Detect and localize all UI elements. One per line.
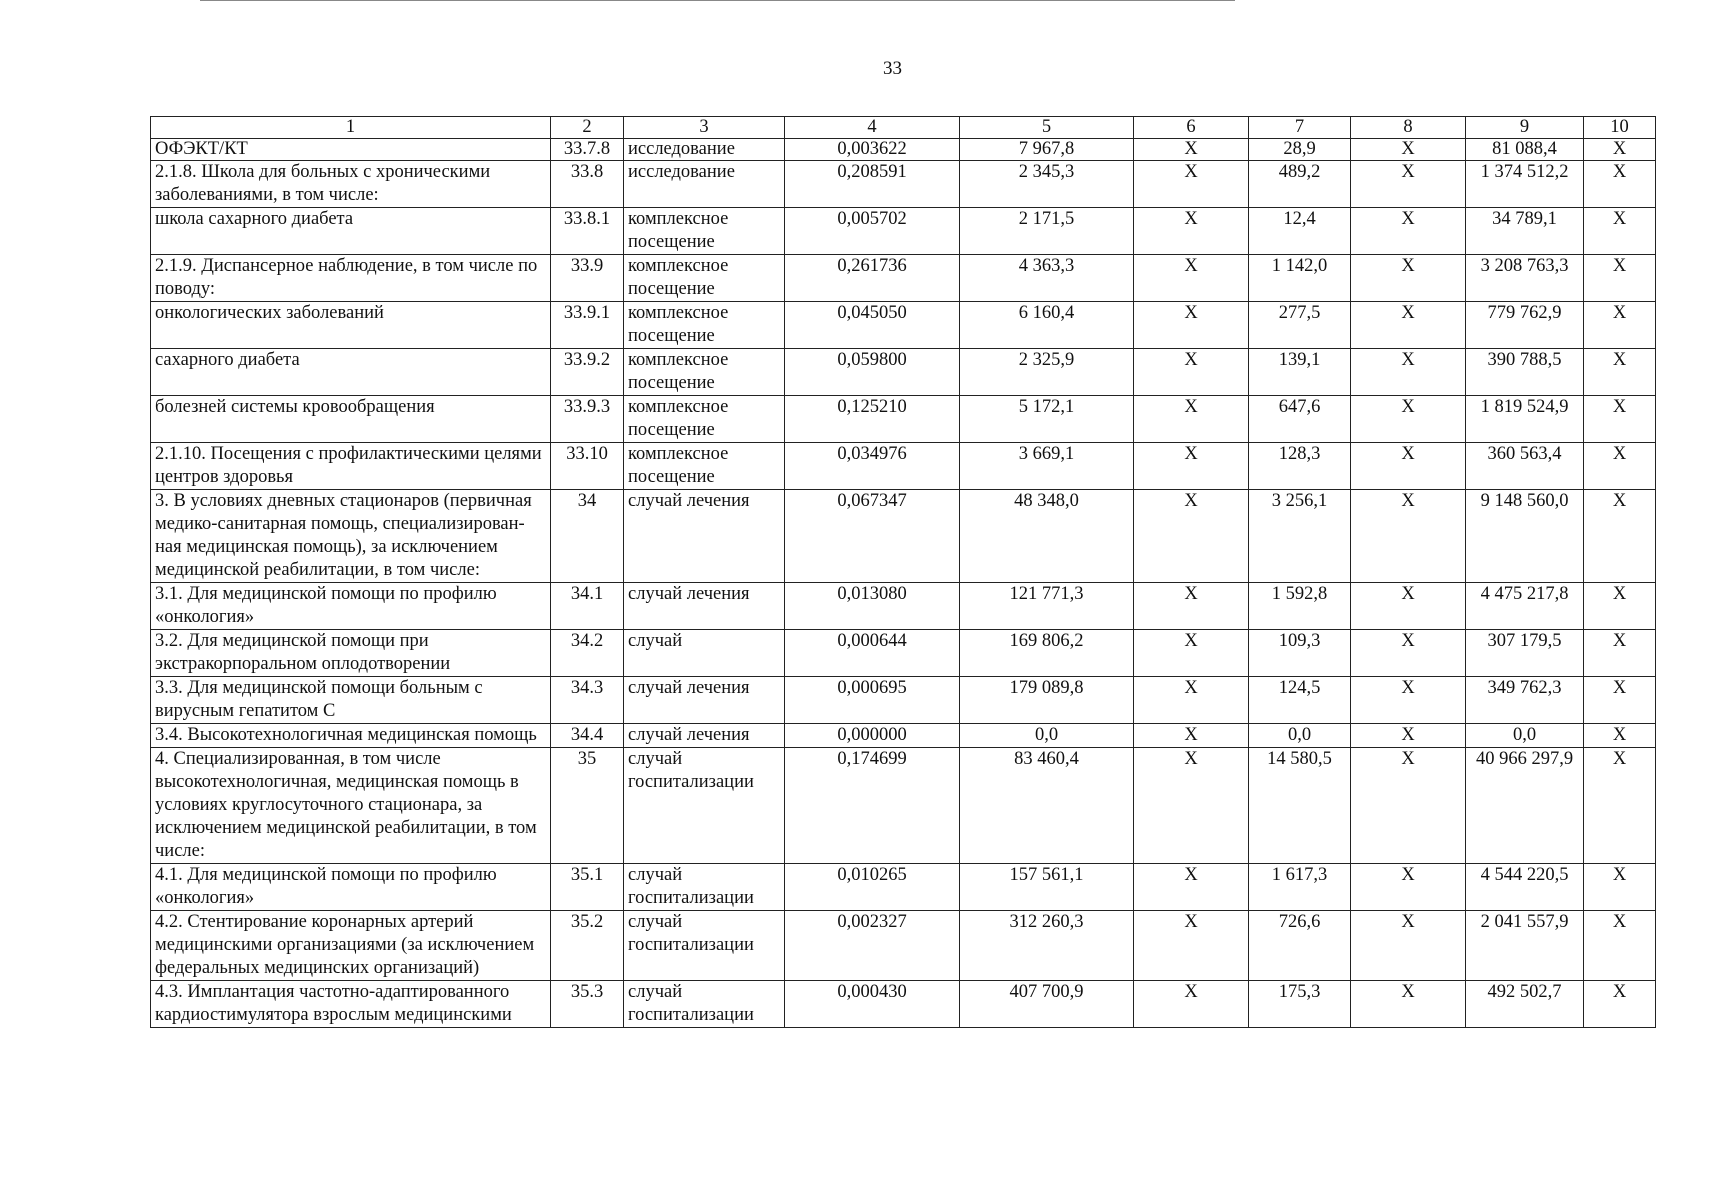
value-cell: 109,3	[1249, 630, 1351, 677]
column-header: 3	[624, 117, 785, 139]
sum-cell: 34 789,1	[1466, 208, 1584, 255]
norm-cell: 0,003622	[785, 139, 960, 161]
unit-cell: случай лечения	[624, 677, 785, 724]
value-cell: 277,5	[1249, 302, 1351, 349]
norm-cell: 0,174699	[785, 748, 960, 864]
unit-cell: комплексное посещение	[624, 255, 785, 302]
cost-cell: 83 460,4	[960, 748, 1134, 864]
row-label: 4. Специализированная, в том числе высокотехнологичная, медицинская помощь в условиях круглосуточного стационара, за исключением медицинской реабилитации, в том числе:	[151, 748, 551, 864]
x-cell: Х	[1134, 981, 1249, 1028]
value-cell: 175,3	[1249, 981, 1351, 1028]
x-cell: Х	[1351, 748, 1466, 864]
sum-cell: 360 563,4	[1466, 443, 1584, 490]
x-cell: Х	[1351, 208, 1466, 255]
row-code: 34	[551, 490, 624, 583]
x-cell: Х	[1584, 724, 1656, 748]
cost-cell: 3 669,1	[960, 443, 1134, 490]
x-cell: Х	[1134, 255, 1249, 302]
sum-cell: 4 544 220,5	[1466, 864, 1584, 911]
sum-cell: 1 819 524,9	[1466, 396, 1584, 443]
x-cell: Х	[1351, 139, 1466, 161]
value-cell: 3 256,1	[1249, 490, 1351, 583]
table-row	[151, 748, 1656, 864]
norm-cell: 0,010265	[785, 864, 960, 911]
table-row	[151, 864, 1656, 911]
x-cell: Х	[1134, 583, 1249, 630]
row-label: 2.1.9. Диспансерное наблюдение, в том числе по поводу:	[151, 255, 551, 302]
row-code: 34.3	[551, 677, 624, 724]
x-cell: Х	[1351, 161, 1466, 208]
x-cell: Х	[1584, 161, 1656, 208]
x-cell: Х	[1584, 443, 1656, 490]
unit-cell: исследование	[624, 139, 785, 161]
row-label: сахарного диабета	[151, 349, 551, 396]
value-cell: 647,6	[1249, 396, 1351, 443]
norm-cell: 0,000644	[785, 630, 960, 677]
table-row	[151, 349, 1656, 396]
value-cell: 0,0	[1249, 724, 1351, 748]
norm-cell: 0,013080	[785, 583, 960, 630]
unit-cell: случай лечения	[624, 490, 785, 583]
norm-cell: 0,045050	[785, 302, 960, 349]
x-cell: Х	[1584, 396, 1656, 443]
cost-cell: 407 700,9	[960, 981, 1134, 1028]
column-header: 4	[785, 117, 960, 139]
norm-cell: 0,000695	[785, 677, 960, 724]
table-row	[151, 396, 1656, 443]
unit-cell: исследование	[624, 161, 785, 208]
row-code: 34.1	[551, 583, 624, 630]
x-cell: Х	[1351, 302, 1466, 349]
cost-cell: 48 348,0	[960, 490, 1134, 583]
x-cell: Х	[1351, 630, 1466, 677]
x-cell: Х	[1134, 911, 1249, 981]
x-cell: Х	[1134, 490, 1249, 583]
row-code: 34.2	[551, 630, 624, 677]
table-row	[151, 255, 1656, 302]
cost-cell: 157 561,1	[960, 864, 1134, 911]
x-cell: Х	[1584, 748, 1656, 864]
row-label: 4.3. Имплантация частотно-адаптированного кардиостимулятора взрослым медицинскими	[151, 981, 551, 1028]
row-label: 4.1. Для медицинской помощи по профилю «онкология»	[151, 864, 551, 911]
x-cell: Х	[1351, 724, 1466, 748]
row-code: 34.4	[551, 724, 624, 748]
x-cell: Х	[1351, 349, 1466, 396]
data-table	[150, 116, 1656, 1028]
value-cell: 128,3	[1249, 443, 1351, 490]
sum-cell: 307 179,5	[1466, 630, 1584, 677]
cost-cell: 2 171,5	[960, 208, 1134, 255]
table-row	[151, 139, 1656, 161]
x-cell: Х	[1134, 748, 1249, 864]
unit-cell: случай госпитализации	[624, 864, 785, 911]
x-cell: Х	[1351, 583, 1466, 630]
value-cell: 1 142,0	[1249, 255, 1351, 302]
table-row	[151, 161, 1656, 208]
norm-cell: 0,125210	[785, 396, 960, 443]
row-label: 4.2. Стентирование коронарных артерий медицинскими организациями (за исключением федеральных медицинских организаций)	[151, 911, 551, 981]
column-header: 9	[1466, 117, 1584, 139]
page-number: 33	[883, 58, 902, 79]
cost-cell: 312 260,3	[960, 911, 1134, 981]
x-cell: Х	[1584, 255, 1656, 302]
table-row	[151, 724, 1656, 748]
table-row	[151, 677, 1656, 724]
x-cell: Х	[1584, 630, 1656, 677]
unit-cell: случай госпитализации	[624, 748, 785, 864]
value-cell: 124,5	[1249, 677, 1351, 724]
row-label: онкологических заболеваний	[151, 302, 551, 349]
table-row	[151, 490, 1656, 583]
x-cell: Х	[1584, 349, 1656, 396]
sum-cell: 2 041 557,9	[1466, 911, 1584, 981]
x-cell: Х	[1134, 630, 1249, 677]
norm-cell: 0,034976	[785, 443, 960, 490]
x-cell: Х	[1351, 255, 1466, 302]
sum-cell: 1 374 512,2	[1466, 161, 1584, 208]
sum-cell: 779 762,9	[1466, 302, 1584, 349]
row-label: 3.3. Для медицинской помощи больным с вирусным гепатитом С	[151, 677, 551, 724]
value-cell: 489,2	[1249, 161, 1351, 208]
unit-cell: комплексное посещение	[624, 443, 785, 490]
unit-cell: случай лечения	[624, 724, 785, 748]
row-label: 2.1.10. Посещения с профилактическими целями центров здоровья	[151, 443, 551, 490]
cost-cell: 7 967,8	[960, 139, 1134, 161]
x-cell: Х	[1134, 139, 1249, 161]
x-cell: Х	[1134, 724, 1249, 748]
norm-cell: 0,261736	[785, 255, 960, 302]
x-cell: Х	[1134, 208, 1249, 255]
x-cell: Х	[1584, 981, 1656, 1028]
sum-cell: 40 966 297,9	[1466, 748, 1584, 864]
row-code: 33.9	[551, 255, 624, 302]
x-cell: Х	[1134, 396, 1249, 443]
row-code: 35.1	[551, 864, 624, 911]
x-cell: Х	[1351, 396, 1466, 443]
sum-cell: 9 148 560,0	[1466, 490, 1584, 583]
row-code: 35.2	[551, 911, 624, 981]
cost-cell: 121 771,3	[960, 583, 1134, 630]
sum-cell: 349 762,3	[1466, 677, 1584, 724]
row-code: 35.3	[551, 981, 624, 1028]
norm-cell: 0,000000	[785, 724, 960, 748]
x-cell: Х	[1134, 443, 1249, 490]
x-cell: Х	[1584, 208, 1656, 255]
value-cell: 726,6	[1249, 911, 1351, 981]
cost-cell: 4 363,3	[960, 255, 1134, 302]
x-cell: Х	[1351, 677, 1466, 724]
table-row	[151, 443, 1656, 490]
row-code: 33.7.8	[551, 139, 624, 161]
row-label: 3.1. Для медицинской помощи по профилю «онкология»	[151, 583, 551, 630]
column-header: 8	[1351, 117, 1466, 139]
x-cell: Х	[1134, 864, 1249, 911]
norm-cell: 0,067347	[785, 490, 960, 583]
cost-cell: 169 806,2	[960, 630, 1134, 677]
table-row	[151, 302, 1656, 349]
cost-cell: 179 089,8	[960, 677, 1134, 724]
value-cell: 1 617,3	[1249, 864, 1351, 911]
column-header: 10	[1584, 117, 1656, 139]
sum-cell: 81 088,4	[1466, 139, 1584, 161]
row-label: 3.4. Высокотехнологичная медицинская помощь	[151, 724, 551, 748]
sum-cell: 4 475 217,8	[1466, 583, 1584, 630]
sum-cell: 390 788,5	[1466, 349, 1584, 396]
norm-cell: 0,002327	[785, 911, 960, 981]
x-cell: Х	[1584, 490, 1656, 583]
row-label: болезней системы кровообращения	[151, 396, 551, 443]
row-label: ОФЭКТ/КТ	[151, 139, 551, 161]
row-label: школа сахарного диабета	[151, 208, 551, 255]
x-cell: Х	[1584, 583, 1656, 630]
norm-cell: 0,005702	[785, 208, 960, 255]
cost-cell: 2 325,9	[960, 349, 1134, 396]
sum-cell: 0,0	[1466, 724, 1584, 748]
column-header: 5	[960, 117, 1134, 139]
x-cell: Х	[1584, 911, 1656, 981]
row-code: 35	[551, 748, 624, 864]
row-code: 33.10	[551, 443, 624, 490]
row-code: 33.8	[551, 161, 624, 208]
cost-cell: 2 345,3	[960, 161, 1134, 208]
row-code: 33.9.3	[551, 396, 624, 443]
unit-cell: случай госпитализации	[624, 911, 785, 981]
norm-cell: 0,000430	[785, 981, 960, 1028]
cost-cell: 6 160,4	[960, 302, 1134, 349]
sum-cell: 492 502,7	[1466, 981, 1584, 1028]
unit-cell: комплексное посещение	[624, 208, 785, 255]
column-header: 2	[551, 117, 624, 139]
unit-cell: комплексное посещение	[624, 302, 785, 349]
column-header: 7	[1249, 117, 1351, 139]
x-cell: Х	[1351, 443, 1466, 490]
x-cell: Х	[1584, 139, 1656, 161]
norm-cell: 0,208591	[785, 161, 960, 208]
cost-cell: 0,0	[960, 724, 1134, 748]
sum-cell: 3 208 763,3	[1466, 255, 1584, 302]
x-cell: Х	[1584, 302, 1656, 349]
value-cell: 14 580,5	[1249, 748, 1351, 864]
table-row	[151, 981, 1656, 1028]
column-header: 1	[151, 117, 551, 139]
unit-cell: случай лечения	[624, 583, 785, 630]
table-row	[151, 911, 1656, 981]
cost-cell: 5 172,1	[960, 396, 1134, 443]
norm-cell: 0,059800	[785, 349, 960, 396]
x-cell: Х	[1584, 864, 1656, 911]
value-cell: 1 592,8	[1249, 583, 1351, 630]
row-code: 33.8.1	[551, 208, 624, 255]
row-label: 2.1.8. Школа для больных с хроническими заболеваниями, в том числе:	[151, 161, 551, 208]
row-code: 33.9.1	[551, 302, 624, 349]
table-body	[151, 117, 1656, 1028]
value-cell: 28,9	[1249, 139, 1351, 161]
x-cell: Х	[1351, 981, 1466, 1028]
x-cell: Х	[1134, 161, 1249, 208]
x-cell: Х	[1584, 677, 1656, 724]
unit-cell: случай госпитализации	[624, 981, 785, 1028]
x-cell: Х	[1351, 911, 1466, 981]
table-header-row	[151, 117, 1656, 139]
row-label: 3. В условиях дневных стационаров (первичная медико-санитарная помощь, специализирован-ная медицинская помощь), за исключением медицинской реабилитации, в том числе:	[151, 490, 551, 583]
row-label: 3.2. Для медицинской помощи при экстракорпоральном оплодотворении	[151, 630, 551, 677]
table-row	[151, 630, 1656, 677]
table-row	[151, 583, 1656, 630]
table-row	[151, 208, 1656, 255]
row-code: 33.9.2	[551, 349, 624, 396]
value-cell: 12,4	[1249, 208, 1351, 255]
unit-cell: комплексное посещение	[624, 349, 785, 396]
x-cell: Х	[1134, 677, 1249, 724]
scan-top-rule	[200, 0, 1235, 1]
x-cell: Х	[1351, 864, 1466, 911]
unit-cell: случай	[624, 630, 785, 677]
column-header: 6	[1134, 117, 1249, 139]
x-cell: Х	[1134, 349, 1249, 396]
x-cell: Х	[1134, 302, 1249, 349]
unit-cell: комплексное посещение	[624, 396, 785, 443]
x-cell: Х	[1351, 490, 1466, 583]
value-cell: 139,1	[1249, 349, 1351, 396]
